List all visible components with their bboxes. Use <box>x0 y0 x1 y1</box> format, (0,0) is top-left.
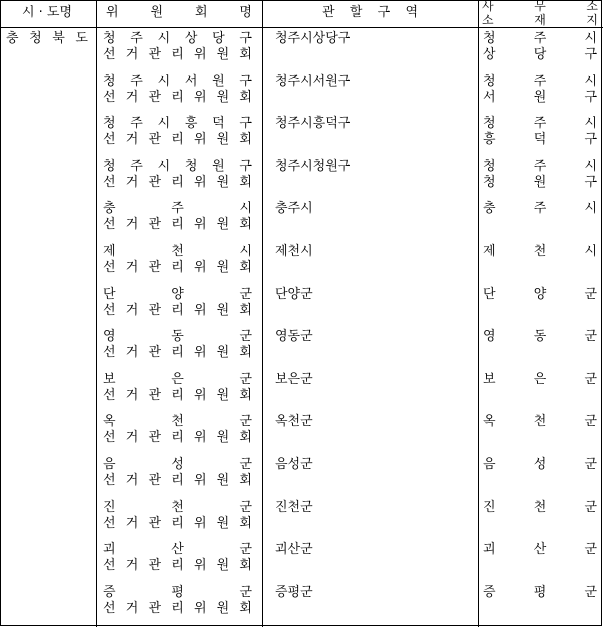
char: 거 <box>125 558 139 574</box>
char: 위 <box>193 217 207 233</box>
char: 군 <box>239 286 252 302</box>
committee-name-line2 <box>103 175 252 191</box>
char: 회 <box>194 5 208 20</box>
header-location-bottom <box>482 13 598 27</box>
char: 주 <box>130 31 143 46</box>
char: 선 <box>103 345 116 361</box>
char: 옥 <box>483 414 496 430</box>
char: 선 <box>103 89 116 105</box>
char: 진 <box>483 499 496 515</box>
char: 군 <box>239 414 252 430</box>
char: 원 <box>216 260 230 275</box>
char: 덕 <box>212 116 225 132</box>
char: 원 <box>150 5 164 20</box>
char: 리 <box>171 132 184 148</box>
char: 충 <box>6 31 19 46</box>
char: 거 <box>125 515 139 531</box>
char: 리 <box>171 217 184 233</box>
char: 구 <box>239 73 252 89</box>
char: 구 <box>239 158 252 174</box>
char: 선 <box>103 600 116 616</box>
char: 구 <box>239 116 252 132</box>
char: 군 <box>584 499 597 515</box>
char: 흥 <box>184 116 198 132</box>
jurisdiction-area: 단양군 <box>275 286 313 302</box>
char: 군 <box>239 457 252 472</box>
char: 관 <box>148 387 162 403</box>
office-location-line1 <box>483 542 597 558</box>
jurisdiction-area: 청주시서원구 <box>275 73 351 89</box>
char: 시 <box>239 244 252 259</box>
char: 리 <box>171 47 184 62</box>
char: 회 <box>239 89 252 105</box>
char: 거 <box>125 174 139 190</box>
char: 서 <box>184 73 198 89</box>
char: 주 <box>533 158 547 174</box>
char: 군 <box>239 584 252 600</box>
char: 원 <box>216 345 230 361</box>
char: 선 <box>103 558 116 574</box>
char: 거 <box>125 387 139 403</box>
char: 보 <box>483 371 496 387</box>
char: 위 <box>193 430 207 446</box>
char: 증 <box>483 584 496 600</box>
char: 괴 <box>103 542 116 558</box>
committee-name-line2 <box>103 47 252 63</box>
char: 회 <box>239 302 252 318</box>
char: 시 <box>239 201 252 217</box>
char: 회 <box>239 430 252 446</box>
char: 군 <box>584 286 597 302</box>
char: 선 <box>103 302 116 318</box>
jurisdiction-area: 음성군 <box>275 457 313 472</box>
header-province <box>10 5 84 21</box>
char: 성 <box>171 457 184 472</box>
committee-name-line1 <box>103 287 252 303</box>
char: 회 <box>239 558 252 574</box>
char: 충 <box>483 201 496 217</box>
char: 회 <box>239 600 252 616</box>
char: 시 <box>584 31 597 46</box>
char: 역 <box>405 5 418 20</box>
committee-name-line1 <box>103 329 252 345</box>
char: 음 <box>483 457 496 472</box>
char: 청 <box>483 73 496 89</box>
char: 상 <box>483 47 496 62</box>
char: 주 <box>533 31 547 46</box>
char: 주 <box>171 201 184 217</box>
char: 단 <box>103 286 116 302</box>
char: 제 <box>103 244 116 259</box>
char: 군 <box>584 414 597 430</box>
char: 군 <box>239 542 252 558</box>
char: 당 <box>533 47 547 62</box>
jurisdiction-area: 옥천군 <box>275 414 313 430</box>
char: 지 <box>586 13 598 27</box>
char: 군 <box>584 371 597 387</box>
char: 성 <box>533 457 547 472</box>
char: 구 <box>239 31 252 46</box>
char: 선 <box>103 387 116 403</box>
char: 재 <box>534 13 546 27</box>
char: 회 <box>239 260 252 275</box>
char: 시 <box>157 158 171 174</box>
committee-name-line2 <box>103 558 252 574</box>
char: 흥 <box>483 132 496 148</box>
char: 원 <box>533 174 547 190</box>
char: 원 <box>216 473 230 488</box>
column-divider-3 <box>478 0 479 627</box>
committee-name-line1 <box>103 500 252 516</box>
committee-name-line1 <box>103 372 252 388</box>
office-location-line1 <box>483 244 597 260</box>
char: 소 <box>586 0 598 13</box>
char: 거 <box>125 47 139 62</box>
char: 원 <box>216 387 230 403</box>
char: 보 <box>103 371 116 387</box>
office-location-line1 <box>483 159 597 175</box>
char: 원 <box>212 73 225 89</box>
char: 리 <box>171 260 184 275</box>
jurisdiction-area: 영동군 <box>275 329 313 345</box>
char: 시 <box>157 31 171 46</box>
char: 양 <box>171 286 184 302</box>
committee-name-line1 <box>103 457 252 473</box>
char: 원 <box>216 430 230 446</box>
province-name <box>6 31 88 47</box>
committee-name-line2 <box>103 132 252 148</box>
char: 관 <box>148 558 162 574</box>
char: 원 <box>216 132 230 148</box>
char: 원 <box>216 89 230 105</box>
committee-name-line2 <box>103 345 252 361</box>
char: 원 <box>216 515 230 531</box>
char: 선 <box>103 47 116 62</box>
office-location-line1 <box>483 414 597 430</box>
char: 거 <box>125 430 139 446</box>
char: 관 <box>148 302 162 318</box>
char: 시 <box>584 73 597 89</box>
char: 상 <box>184 31 198 46</box>
char: 원 <box>216 600 230 616</box>
char: 선 <box>103 473 116 488</box>
char: 관 <box>148 600 162 616</box>
char: 리 <box>171 387 184 403</box>
char: 양 <box>533 286 547 302</box>
committee-name-line2 <box>103 90 252 106</box>
char: 제 <box>483 244 496 259</box>
char: 청 <box>103 116 116 132</box>
char: 위 <box>193 473 207 488</box>
char: 거 <box>125 473 139 488</box>
char: 거 <box>125 600 139 616</box>
char: 동 <box>171 329 184 345</box>
char: 단 <box>483 286 496 302</box>
char: 관 <box>148 47 162 62</box>
char: 회 <box>239 217 252 233</box>
office-location-line1 <box>483 329 597 345</box>
office-location-line1 <box>483 31 597 47</box>
char: 시 <box>157 73 171 89</box>
char: 구 <box>584 89 597 105</box>
char: 평 <box>533 584 547 600</box>
char: 거 <box>125 302 139 318</box>
char: 회 <box>239 473 252 488</box>
committee-name-line2 <box>103 516 252 532</box>
char: 원 <box>216 217 230 233</box>
header-province-text: 시 · 도명 <box>21 5 73 20</box>
char: 천 <box>533 244 547 259</box>
committee-name-line1 <box>103 585 252 601</box>
char: 시 <box>584 244 597 259</box>
char: 시 <box>584 116 597 132</box>
char: 은 <box>533 371 547 387</box>
char: 선 <box>103 174 116 190</box>
char: 청 <box>184 158 198 174</box>
char: 위 <box>193 260 207 275</box>
char: 거 <box>125 89 139 105</box>
char: 선 <box>103 515 116 531</box>
char: 충 <box>103 201 116 217</box>
committee-name-line1 <box>103 201 252 217</box>
char: 주 <box>130 116 143 132</box>
char: 관 <box>148 132 162 148</box>
office-location-line2 <box>483 90 597 106</box>
jurisdiction-area: 청주시흥덕구 <box>275 116 351 132</box>
char: 당 <box>212 31 225 46</box>
char: 리 <box>171 345 184 361</box>
char: 군 <box>239 499 252 515</box>
char: 관 <box>148 515 162 531</box>
char: 관 <box>148 473 162 488</box>
char: 관 <box>148 174 162 190</box>
char: 산 <box>533 542 547 558</box>
char: 주 <box>533 201 547 217</box>
column-divider-2 <box>262 0 263 627</box>
char: 관 <box>148 345 162 361</box>
char: 원 <box>212 158 225 174</box>
char: 선 <box>103 430 116 446</box>
char: 회 <box>239 47 252 62</box>
char: 리 <box>171 515 184 531</box>
header-jurisdiction <box>322 5 418 21</box>
office-location-line2 <box>483 47 597 63</box>
char: 청 <box>483 116 496 132</box>
char: 사 <box>482 0 494 13</box>
jurisdiction-area: 제천시 <box>275 244 313 259</box>
char: 회 <box>239 174 252 190</box>
committee-name-line2 <box>103 430 252 446</box>
char: 영 <box>103 329 116 345</box>
char: 원 <box>216 174 230 190</box>
office-location-line1 <box>483 287 597 303</box>
char: 관 <box>148 430 162 446</box>
office-location-line2 <box>483 175 597 191</box>
char: 괴 <box>483 542 496 558</box>
office-location-line1 <box>483 585 597 601</box>
committee-name-line2 <box>103 601 252 617</box>
char: 영 <box>483 329 496 345</box>
char: 거 <box>125 345 139 361</box>
char: 위 <box>193 345 207 361</box>
char: 주 <box>130 158 143 174</box>
char: 위 <box>193 89 207 105</box>
char: 동 <box>533 329 547 345</box>
jurisdiction-area: 보은군 <box>275 371 313 387</box>
char: 위 <box>193 515 207 531</box>
header-divider <box>0 27 603 28</box>
char: 옥 <box>103 414 116 430</box>
office-location-line1 <box>483 74 597 90</box>
committee-name-line1 <box>103 159 252 175</box>
char: 천 <box>171 414 184 430</box>
char: 진 <box>103 499 116 515</box>
char: 관 <box>322 5 335 20</box>
jurisdiction-area: 괴산군 <box>275 542 313 558</box>
char: 회 <box>239 132 252 148</box>
char: 관 <box>148 89 162 105</box>
char: 선 <box>103 132 116 148</box>
committee-name-line1 <box>103 74 252 90</box>
char: 선 <box>103 217 116 233</box>
char: 천 <box>171 244 184 259</box>
char: 청 <box>483 31 496 46</box>
char: 거 <box>125 217 139 233</box>
char: 관 <box>148 217 162 233</box>
char: 시 <box>584 201 597 217</box>
char: 군 <box>239 371 252 387</box>
char: 리 <box>171 89 184 105</box>
office-location-line1 <box>483 201 597 217</box>
char: 군 <box>584 584 597 600</box>
char: 거 <box>125 132 139 148</box>
char: 음 <box>103 457 116 472</box>
char: 청 <box>103 158 116 174</box>
char: 주 <box>533 116 547 132</box>
header-location-top <box>482 0 598 13</box>
char: 리 <box>171 174 184 190</box>
char: 리 <box>171 430 184 446</box>
char: 청 <box>103 73 116 89</box>
char: 위 <box>193 387 207 403</box>
char: 원 <box>216 302 230 318</box>
char: 회 <box>239 345 252 361</box>
char: 산 <box>171 542 184 558</box>
office-location-line1 <box>483 457 597 473</box>
committee-name-line1 <box>103 542 252 558</box>
char: 시 <box>157 116 171 132</box>
office-location-line1 <box>483 500 597 516</box>
committee-name-line1 <box>103 244 252 260</box>
char: 은 <box>171 371 184 387</box>
char: 무 <box>534 0 546 13</box>
office-location-line2 <box>483 132 597 148</box>
char: 청 <box>483 174 496 190</box>
char: 리 <box>171 473 184 488</box>
char: 군 <box>239 329 252 345</box>
char: 위 <box>193 600 207 616</box>
char: 평 <box>171 584 184 600</box>
char: 천 <box>533 414 547 430</box>
char: 서 <box>483 89 496 105</box>
committee-name-line2 <box>103 388 252 404</box>
jurisdiction-area: 증평군 <box>275 584 313 600</box>
char: 소 <box>482 13 494 27</box>
char: 구 <box>584 47 597 62</box>
char: 구 <box>584 132 597 148</box>
committee-name-line1 <box>103 414 252 430</box>
char: 주 <box>533 73 547 89</box>
char: 천 <box>533 499 547 515</box>
char: 위 <box>193 47 207 62</box>
jurisdiction-area: 청주시상당구 <box>275 31 351 46</box>
committee-name-line1 <box>103 31 252 47</box>
char: 군 <box>584 542 597 558</box>
char: 군 <box>584 457 597 472</box>
char: 위 <box>193 558 207 574</box>
char: 원 <box>533 89 547 105</box>
char: 도 <box>75 31 88 46</box>
char: 청 <box>29 31 42 46</box>
char: 원 <box>216 558 230 574</box>
char: 시 <box>584 158 597 174</box>
char: 증 <box>103 584 116 600</box>
committee-name-line2 <box>103 303 252 319</box>
char: 명 <box>239 5 252 20</box>
char: 주 <box>130 73 143 89</box>
committee-name-line1 <box>103 116 252 132</box>
header-committee <box>106 5 252 21</box>
char: 관 <box>148 260 162 275</box>
column-divider-1 <box>96 0 97 627</box>
jurisdiction-area: 청주시청원구 <box>275 158 351 174</box>
char: 리 <box>171 558 184 574</box>
char: 위 <box>193 132 207 148</box>
char: 천 <box>171 499 184 515</box>
char: 거 <box>125 260 139 275</box>
char: 회 <box>239 515 252 531</box>
committee-name-line2 <box>103 260 252 276</box>
char: 덕 <box>533 132 547 148</box>
char: 위 <box>193 174 207 190</box>
char: 선 <box>103 260 116 275</box>
office-location-line1 <box>483 116 597 132</box>
char: 회 <box>239 387 252 403</box>
char: 할 <box>349 5 363 20</box>
char: 리 <box>171 302 184 318</box>
char: 위 <box>106 5 119 20</box>
jurisdiction-area: 진천군 <box>275 499 313 515</box>
char: 북 <box>52 31 65 46</box>
char: 청 <box>103 31 116 46</box>
jurisdiction-area: 충주시 <box>275 201 313 217</box>
char: 리 <box>171 600 184 616</box>
char: 구 <box>377 5 391 20</box>
char: 원 <box>216 47 230 62</box>
char: 청 <box>483 158 496 174</box>
char: 구 <box>584 174 597 190</box>
char: 위 <box>193 302 207 318</box>
committee-name-line2 <box>103 473 252 489</box>
char: 군 <box>584 329 597 345</box>
committee-name-line2 <box>103 217 252 233</box>
office-location-line1 <box>483 372 597 388</box>
